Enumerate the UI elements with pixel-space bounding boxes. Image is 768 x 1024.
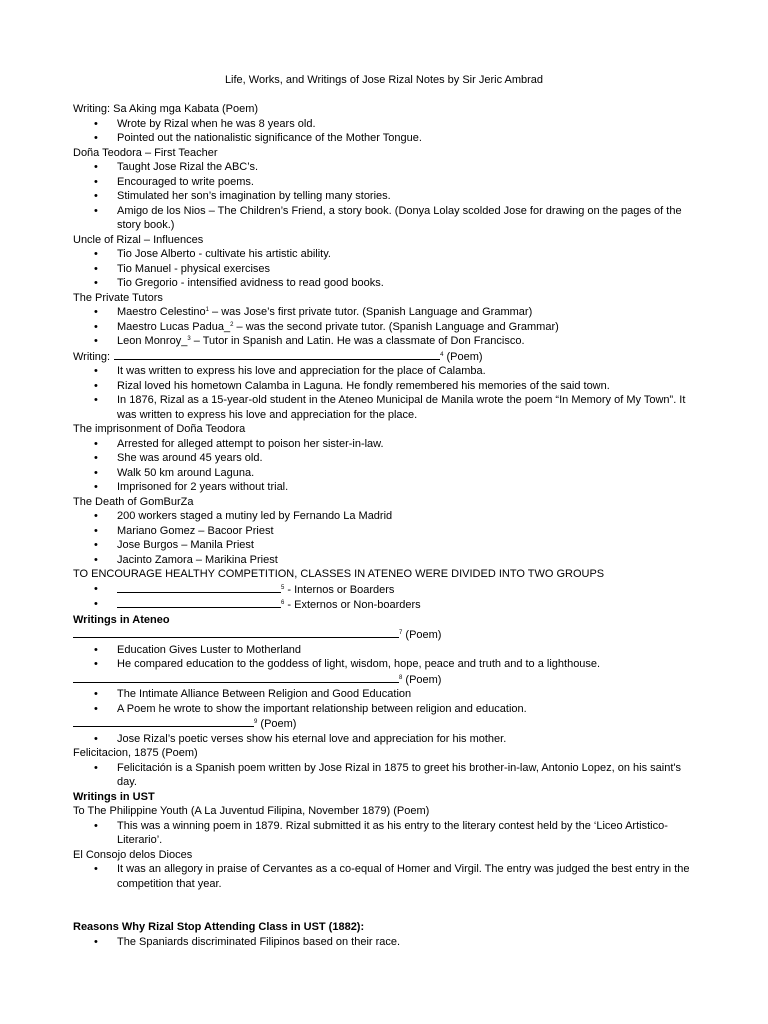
bullet-list (73, 509, 698, 567)
tutor-description: – was Jose’s first private tutor. (Spanish Language and Grammar) (209, 306, 533, 318)
fill-in-blank (73, 716, 254, 727)
group-description: - Internos or Boarders (284, 583, 395, 596)
tutor-name: Maestro Celestino (117, 306, 206, 318)
list-item: • Jose Rizal’s poetic verses show his eternal love and appreciation for his mother. (73, 732, 698, 747)
footnote-marker: 3 (187, 336, 191, 342)
section-heading: Uncle of Rizal – Influences (73, 233, 204, 246)
list-item: • It was written to express his love and appreciation for the place of Calamba. (73, 364, 698, 379)
list-item: • Encouraged to write poems. (73, 175, 698, 190)
bullet-list (73, 582, 698, 613)
section-heading: El Consojo delos Dioces (73, 848, 193, 861)
footnote-marker: 9 (254, 719, 258, 725)
bullet-list (73, 247, 698, 291)
tutor-description: – Tutor in Spanish and Latin. He was a classmate of Don Francisco. (190, 335, 525, 347)
section-heading: The Death of GomBurZa (73, 495, 194, 508)
list-item: • Stimulated her son’s imagination by telling many stories. (73, 189, 698, 204)
bullet-list (73, 160, 698, 233)
section-heading: To The Philippine Youth (A La Juventud Filipina, November 1879) (Poem) (73, 805, 430, 817)
section-heading: The imprisonment of Doña Teodora (73, 423, 246, 435)
list-item: • A Poem he wrote to show the important relationship between religion and education. (73, 702, 698, 717)
bullet-list (73, 643, 698, 672)
poem-blank-line (73, 627, 698, 643)
list-item: • Taught Jose Rizal the ABC’s. (73, 160, 698, 175)
poem-blank-line (73, 672, 698, 688)
list-item: • 200 workers staged a mutiny led by Fernando La Madrid (73, 509, 698, 524)
bullet-list (73, 819, 698, 848)
fill-in-blank (114, 349, 440, 360)
footnote-marker: 7 (399, 630, 403, 636)
list-item: • Rizal loved his hometown Calamba in Laguna. He fondly remembered his memories of the said town. (73, 379, 698, 394)
footnote-marker: 1 (205, 307, 209, 313)
list-item: • This was a winning poem in 1879. Rizal submitted it as his entry to the literary contest held by the ‘Liceo Artistico-Literario’. (73, 819, 698, 848)
list-item (73, 320, 698, 335)
bullet-list (73, 437, 698, 495)
poem-suffix: (Poem) (257, 718, 297, 730)
fill-in-blank (73, 672, 399, 683)
list-item (73, 597, 698, 613)
list-item: • Jose Burgos – Manila Priest (73, 538, 698, 553)
list-item: • It was an allegory in praise of Cervantes as a co-equal of Homer and Virgil. The entry was judged the best entry in the competition that year. (73, 862, 698, 891)
section-heading: Writings in Ateneo (73, 613, 170, 626)
document-body (73, 102, 698, 949)
tutor-description: – was the second private tutor. (Spanish Language and Grammar) (233, 320, 559, 333)
list-item: • Tio Jose Alberto - cultivate his artistic ability. (73, 247, 698, 262)
list-item (73, 582, 698, 598)
list-item: • The Spaniards discriminated Filipinos based on their race. (73, 935, 698, 950)
bullet-list (73, 364, 698, 422)
section-heading: TO ENCOURAGE HEALTHY COMPETITION, CLASSES IN ATENEO WERE DIVIDED INTO TWO GROUPS (73, 568, 605, 580)
fill-in-blank (73, 627, 399, 638)
section-heading: Doña Teodora – First Teacher (73, 146, 218, 159)
footnote-marker: 6 (281, 600, 285, 606)
footnote-marker: 2 (230, 321, 234, 328)
poem-suffix: (Poem) (443, 350, 483, 363)
poem-suffix: (Poem) (402, 673, 442, 686)
list-item: • Amigo de los Nios – The Children’s Friend, a story book. (Donya Lolay scolded Jose for drawing on the pages of the story book.) (73, 204, 698, 233)
fill-in-blank (117, 597, 281, 608)
list-item (73, 334, 698, 349)
section-heading: Writing: Sa Aking mga Kabata (Poem) (73, 103, 259, 115)
poem-suffix: (Poem) (402, 629, 442, 641)
section-heading: The Private Tutors (73, 291, 163, 304)
list-item: • The Intimate Alliance Between Religion and Good Education (73, 687, 698, 702)
bullet-list (73, 732, 698, 747)
footnote-marker: 8 (399, 674, 403, 681)
bullet-list (73, 687, 698, 716)
writing-label: Writing: (73, 350, 111, 363)
list-item: • Pointed out the nationalistic significance of the Mother Tongue. (73, 131, 698, 146)
bullet-list (73, 117, 698, 146)
section-heading: Reasons Why Rizal Stop Attending Class in UST (1882): (73, 921, 365, 933)
fill-in-blank (117, 582, 281, 593)
bullet-list (73, 935, 698, 950)
list-item (73, 305, 698, 320)
list-item: • Jacinto Zamora – Marikina Priest (73, 553, 698, 568)
document-title: Life, Works, and Writings of Jose Rizal Notes by Sir Jeric Ambrad (224, 74, 544, 86)
poem-blank-line (73, 716, 698, 732)
list-item: • Tio Manuel - physical exercises (73, 262, 698, 277)
list-item: • Education Gives Luster to Motherland (73, 643, 698, 658)
spacer (73, 891, 698, 920)
section-heading: Writings in UST (73, 790, 155, 803)
section-heading: Felicitacion, 1875 (Poem) (73, 747, 198, 759)
footnote-marker: 4 (440, 351, 444, 358)
list-item: • Tio Gregorio - intensified avidness to read good books. (73, 276, 698, 291)
list-item: • He compared education to the goddess of light, wisdom, hope, peace and truth and to a lighthouse. (73, 657, 698, 672)
tutor-name: Maestro Lucas Padua_ (117, 320, 231, 333)
section-heading (73, 349, 698, 365)
list-item: • Arrested for alleged attempt to poison her sister-in-law. (73, 437, 698, 452)
list-item: • Imprisoned for 2 years without trial. (73, 480, 698, 495)
bullet-list (73, 862, 698, 891)
footnote-marker: 5 (281, 584, 285, 591)
list-item: • Mariano Gomez – Bacoor Priest (73, 524, 698, 539)
list-item: • Wrote by Rizal when he was 8 years old. (73, 117, 698, 132)
list-item: • Felicitación is a Spanish poem written by Jose Rizal in 1875 to greet his brother-in-law, Antonio Lopez, on his saint's day. (73, 761, 698, 790)
list-item: • Walk 50 km around Laguna. (73, 466, 698, 481)
list-item: • In 1876, Rizal as a 15-year-old student in the Ateneo Municipal de Manila wrote the poem “In Memory of My Town”. It was written to express his love and appreciation for the place. (73, 393, 698, 422)
bullet-list (73, 305, 698, 349)
bullet-list (73, 761, 698, 790)
group-description: - Externos or Non-boarders (284, 599, 421, 611)
list-item: • She was around 45 years old. (73, 451, 698, 466)
tutor-name: Leon Monroy_ (117, 335, 188, 347)
